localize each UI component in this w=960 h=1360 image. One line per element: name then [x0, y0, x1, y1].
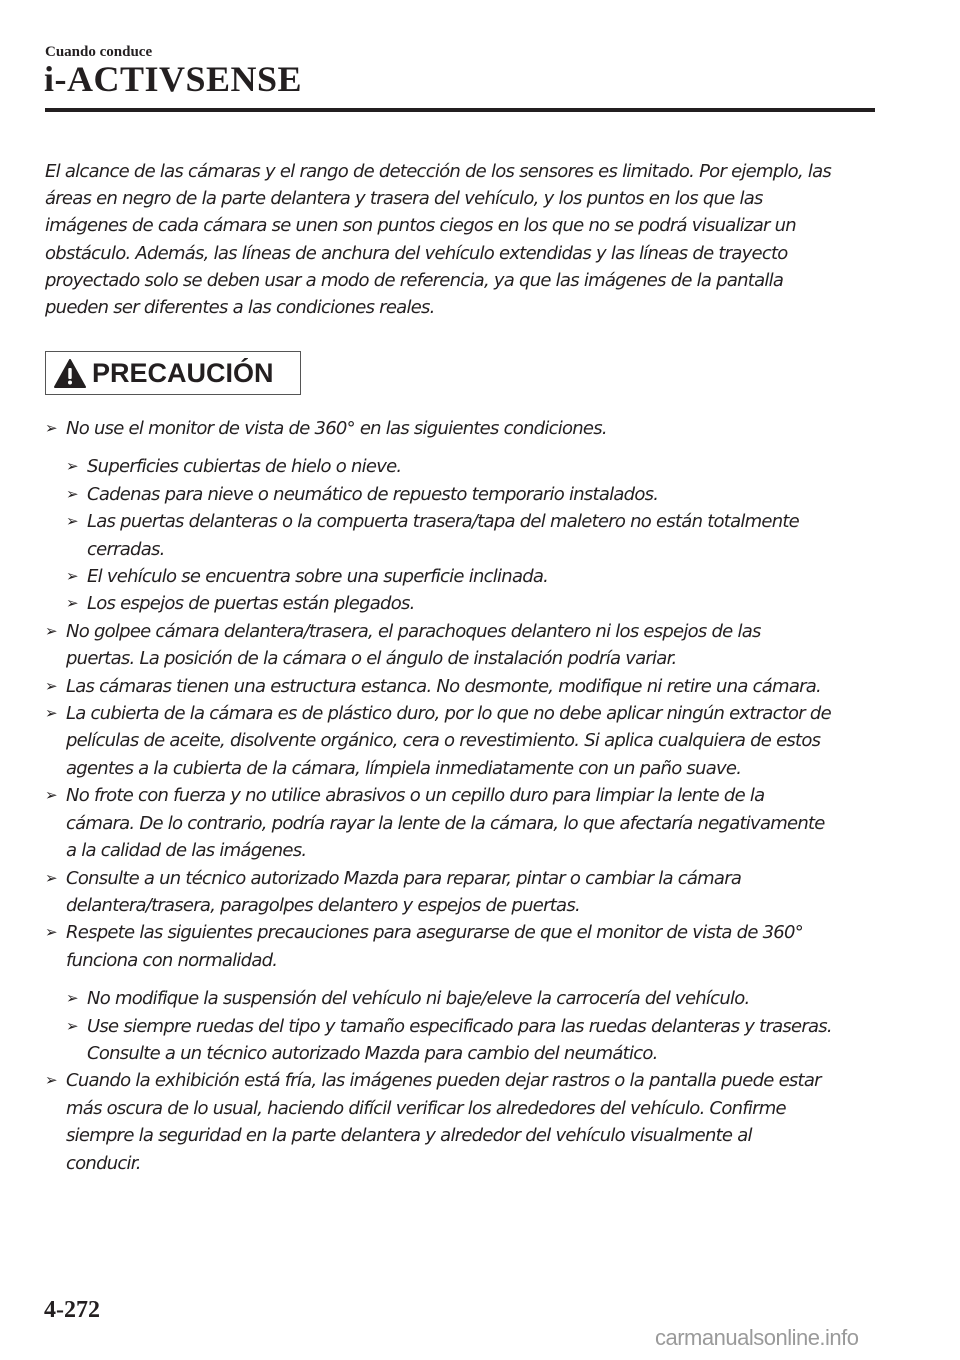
- list-item-line: La cubierta de la cámara es de plástico duro, por lo que no debe aplicar ningún extractor de: [66, 703, 831, 725]
- arrow-bullet-icon: ➢: [66, 567, 78, 586]
- intro-line: obstáculo. Además, las líneas de anchura del vehículo extendidas y las líneas de trayecto: [45, 242, 788, 264]
- intro-line: proyectado solo se deben usar a modo de referencia, ya que las imágenes de la pantalla: [45, 269, 784, 291]
- list-item-line: Las cámaras tienen una estructura estanca. No desmonte, modifique ni retire una cámara.: [66, 675, 822, 697]
- list-item-line: Superficies cubiertas de hielo o nieve.: [87, 456, 402, 478]
- list-item-line: funciona con normalidad.: [66, 949, 278, 971]
- arrow-bullet-icon: ➢: [66, 1016, 78, 1035]
- list-item-line: Las puertas delanteras o la compuerta trasera/tapa del maletero no están totalmente: [87, 511, 800, 533]
- intro-line: El alcance de las cámaras y el rango de detección de los sensores es limitado. Por ejemplo, las: [45, 161, 832, 182]
- arrow-bullet-icon: ➢: [66, 989, 78, 1008]
- list-item-line: delantera/trasera, paragolpes delantero y espejos de puertas.: [66, 894, 580, 916]
- list-item-line: Use siempre ruedas del tipo y tamaño especificado para las ruedas delanteras y traseras.: [87, 1015, 832, 1037]
- list-item-line: puertas. La posición de la cámara o el ángulo de instalación podría variar.: [66, 648, 677, 670]
- arrow-bullet-icon: ➢: [45, 923, 57, 942]
- list-item-line: cámara. De lo contrario, podría rayar la lente de la cámara, lo que afectaría negativamente: [66, 812, 825, 834]
- list-item-line: Cadenas para nieve o neumático de repuesto temporario instalados.: [87, 483, 659, 505]
- list-item-line: conducir.: [66, 1152, 141, 1174]
- caution-box: [45, 351, 301, 395]
- sub-list-item: [66, 481, 895, 508]
- caution-label: PRECAUCIÓN: [92, 357, 274, 388]
- sub-list-item: [66, 563, 895, 590]
- arrow-bullet-icon: ➢: [45, 704, 57, 723]
- list-item: [45, 865, 895, 920]
- list-item: [45, 700, 895, 782]
- sub-list-item: [66, 1013, 895, 1068]
- arrow-bullet-icon: ➢: [66, 484, 78, 503]
- list-item-line: a la calidad de las imágenes.: [66, 840, 307, 862]
- arrow-bullet-icon: ➢: [45, 1071, 57, 1090]
- list-item-line: El vehículo se encuentra sobre una superficie inclinada.: [87, 566, 549, 588]
- list-item-line: cerradas.: [87, 538, 165, 560]
- list-item-line: No use el monitor de vista de 360° en las siguientes condiciones.: [66, 418, 607, 439]
- intro-paragraph: [45, 158, 885, 321]
- list-item: [45, 618, 895, 673]
- list-item-line: películas de aceite, disolvente orgánico, cera o revestimiento. Si aplica cualquiera de estos: [66, 730, 821, 752]
- arrow-bullet-icon: ➢: [66, 594, 78, 613]
- list-item-line: Respete las siguientes precauciones para asegurarse de que el monitor de vista de 360°: [66, 922, 803, 944]
- list-item: [45, 919, 895, 974]
- intro-line: áreas en negro de la parte delantera y trasera del vehículo, y los puntos en los que las: [45, 188, 763, 210]
- arrow-bullet-icon: ➢: [45, 786, 57, 805]
- list-item-line: No frote con fuerza y no utilice abrasivos o un cepillo duro para limpiar la lente de la: [66, 785, 765, 807]
- sub-list-item: [66, 590, 895, 617]
- list-item: [45, 1067, 895, 1177]
- arrow-bullet-icon: ➢: [66, 512, 78, 531]
- intro-line: imágenes de cada cámara se unen son puntos ciegos en los que no se podrá visualizar un: [45, 215, 796, 237]
- list-item-line: agentes a la cubierta de la cámara, límpiela inmediatamente con un paño suave.: [66, 757, 742, 779]
- sub-list-item: [66, 985, 895, 1012]
- watermark: carmanualsonline.info: [655, 1325, 859, 1350]
- arrow-bullet-icon: ➢: [45, 676, 57, 695]
- list-item: [45, 673, 895, 700]
- list-item: [45, 782, 895, 864]
- list-item-line: No modifique la suspensión del vehículo ni baje/eleve la carrocería del vehículo.: [87, 988, 750, 1010]
- section-label: Cuando conduce: [45, 44, 153, 60]
- arrow-bullet-icon: ➢: [45, 419, 57, 437]
- arrow-bullet-icon: ➢: [45, 621, 57, 640]
- list-item-line: siempre la seguridad en la parte delantera y alrededor del vehículo visualmente al: [66, 1125, 752, 1147]
- page-number: 4-272: [44, 1297, 100, 1323]
- title-divider: [45, 108, 875, 112]
- list-item-line: Cuando la exhibición está fría, las imágenes pueden dejar rastros o la pantalla puede estar: [66, 1070, 821, 1092]
- arrow-bullet-icon: ➢: [66, 457, 78, 476]
- list-item-line: No golpee cámara delantera/trasera, el parachoques delantero ni los espejos de las: [66, 620, 761, 642]
- list-item-line: Los espejos de puertas están plegados.: [87, 593, 415, 615]
- sub-list-item: [66, 508, 895, 563]
- arrow-bullet-icon: ➢: [45, 868, 57, 887]
- caution-list: [45, 415, 895, 1177]
- page-title: i-ACTIVSENSE: [44, 59, 303, 99]
- warning-triangle-icon: [54, 359, 86, 388]
- list-item-line: Consulte a un técnico autorizado Mazda para reparar, pintar o cambiar la cámara: [66, 867, 742, 889]
- list-item-line: Consulte a un técnico autorizado Mazda para cambio del neumático.: [87, 1042, 658, 1064]
- intro-line: pueden ser diferentes a las condiciones reales.: [45, 297, 435, 319]
- list-item: [45, 415, 895, 442]
- list-item-line: más oscura de lo usual, haciendo difícil verificar los alrededores del vehículo. Confirme: [66, 1097, 786, 1119]
- sub-list-item: [66, 453, 895, 480]
